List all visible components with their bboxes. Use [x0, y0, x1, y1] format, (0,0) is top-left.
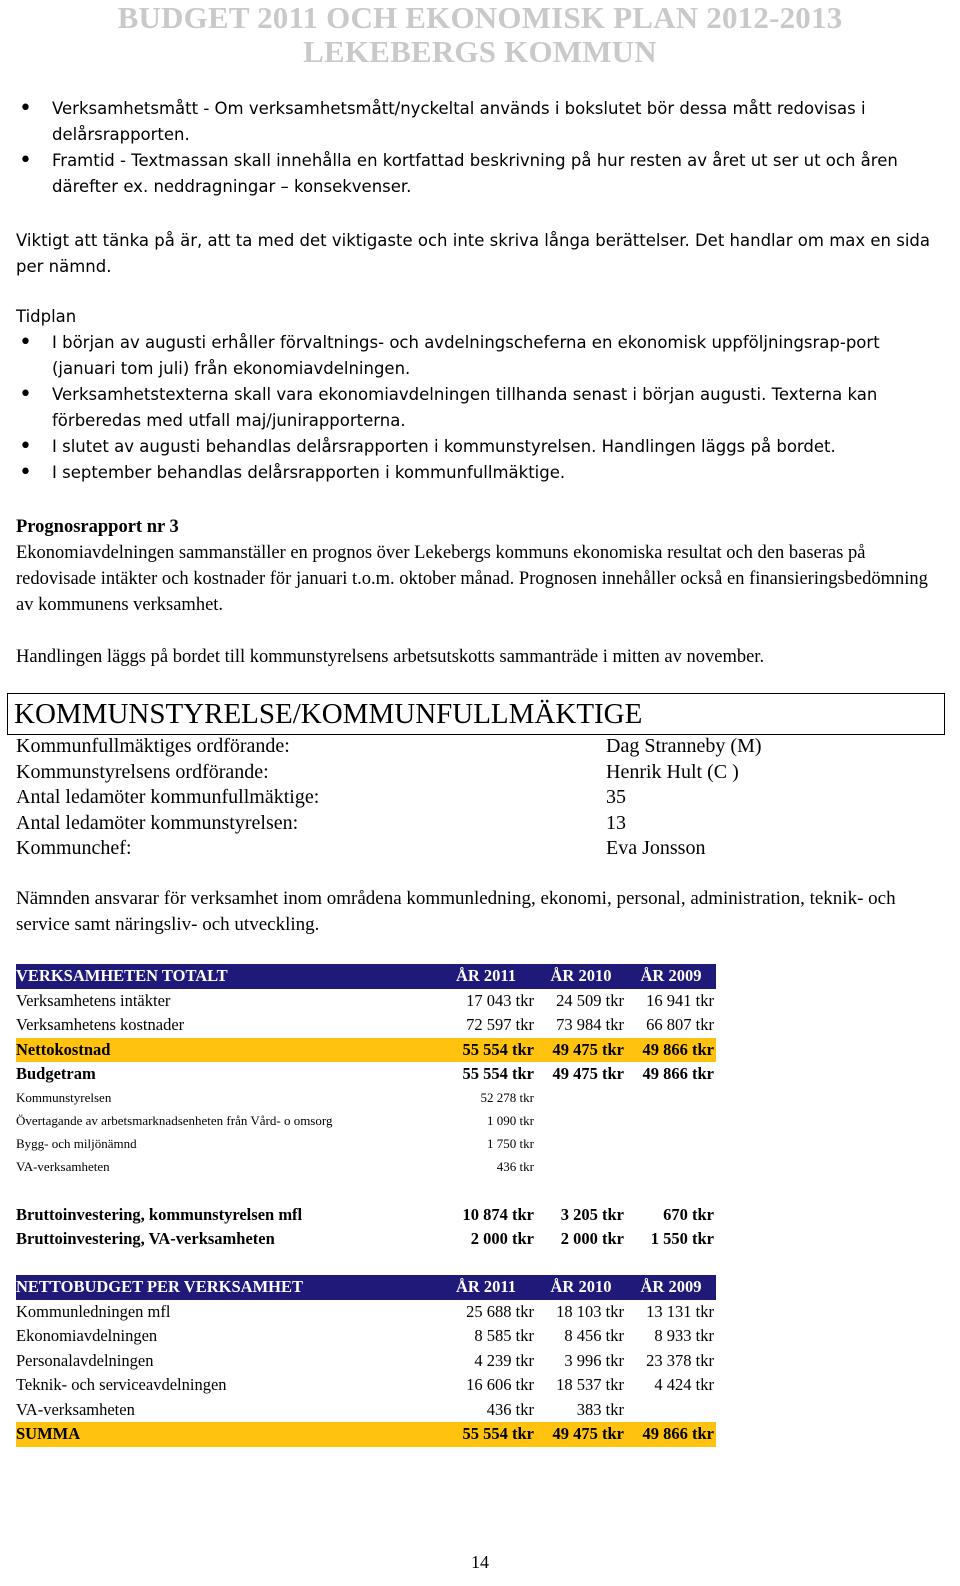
row-value: 17 043 tkr: [466, 990, 534, 1010]
table-row-summa: [16, 1422, 716, 1447]
page-header-title: BUDGET 2011 OCH EKONOMISK PLAN 2012-2013: [117, 0, 843, 35]
table-header-row: [16, 964, 716, 989]
row-label: Kommunledningen mfl: [16, 1301, 171, 1321]
row-value: 49 866 tkr: [626, 1422, 716, 1447]
row-value: 3 205 tkr: [560, 1204, 624, 1224]
prognos-handling: Handlingen läggs på bordet till kommunstyrelsens arbetsutskotts sammanträde i mitten av november.: [16, 647, 765, 667]
row-value: 18 537 tkr: [556, 1375, 624, 1395]
row-value: 2 000 tkr: [560, 1229, 624, 1249]
table-row: [16, 1110, 716, 1133]
row-label: Personalavdelningen: [16, 1350, 154, 1370]
table-row: [16, 1324, 716, 1349]
table-row: [16, 1013, 716, 1038]
row-label: VA-verksamheten: [16, 1159, 110, 1174]
row-value: 49 866 tkr: [642, 1064, 714, 1084]
row-value: 16 941 tkr: [646, 990, 714, 1010]
row-value: 8 456 tkr: [564, 1326, 624, 1346]
row-value: 1 750 tkr: [487, 1136, 534, 1151]
row-label: Bruttoinvestering, VA-verksamheten: [16, 1229, 275, 1249]
tidplan-item: • I början av augusti erhåller förvaltnings- och avdelningscheferna en ekonomisk uppföljningsrap-port (januari tom juli) från ekonomiavdelningen.: [16, 330, 928, 382]
row-value: 1 550 tkr: [650, 1229, 714, 1249]
row-value: 4 239 tkr: [474, 1350, 534, 1370]
bullet-item: • Verksamhetsmått - Om verksamhetsmått/nyckeltal används i bokslutet bör dessa mått redovisas i delårsrapporten.: [16, 96, 928, 148]
section-title: KOMMUNSTYRELSE/KOMMUNFULLMÄKTIGE: [7, 693, 945, 735]
row-value: 23 378 tkr: [646, 1350, 714, 1370]
table-row: [16, 1062, 716, 1087]
table-header-cell: NETTOBUDGET PER VERKSAMHET: [16, 1275, 436, 1300]
row-value: 13 131 tkr: [646, 1301, 714, 1321]
table-header-cell: ÅR 2009: [626, 964, 716, 989]
row-value: 1 090 tkr: [487, 1113, 534, 1128]
fact-value: 35: [606, 786, 626, 808]
fact-value: Dag Stranneby (M): [606, 735, 762, 757]
table-row: [16, 1373, 716, 1398]
table-header-cell: ÅR 2011: [436, 1275, 536, 1300]
table-header-cell: ÅR 2010: [536, 964, 626, 989]
row-value: 25 688 tkr: [466, 1301, 534, 1321]
row-value: 383 tkr: [576, 1399, 624, 1419]
prognos-paragraph: Ekonomiavdelningen sammanställer en prognos över Lekebergs kommuns ekonomiska resultat och den baseras på redovisade intäkter och kostnader för januari t.o.m. oktober månad. Prognosen innehåller också en finansieringsbedömning av kommunens verksamhet.: [16, 543, 928, 615]
table-nettobudget: [16, 1275, 716, 1447]
tidplan-item: • Verksamhetstexterna skall vara ekonomiavdelningen tillhanda senast i början augusti. Texterna kan förberedas med utfall maj/junirapporterna.: [16, 382, 928, 434]
table-header-row: [16, 1275, 716, 1300]
facts-list: [16, 734, 906, 862]
page-header-subtitle: LEKEBERGS KOMMUN: [303, 34, 657, 69]
table-header-cell: VERKSAMHETEN TOTALT: [16, 964, 436, 989]
table-row: [16, 1133, 716, 1156]
row-value: 49 866 tkr: [626, 1038, 716, 1063]
bullets-top: [16, 96, 928, 200]
row-value: 49 475 tkr: [552, 1064, 624, 1084]
row-label: VA-verksamheten: [16, 1399, 135, 1419]
tidplan-list: [16, 330, 928, 486]
section-description: Nämnden ansvarar för verksamhet inom områdena kommunledning, ekonomi, personal, administration, teknik- och service samt näringsliv- och utveckling.: [16, 888, 896, 935]
table-verksamheten-totalt: [16, 964, 716, 1252]
table-row: [16, 1398, 716, 1423]
row-value: 4 424 tkr: [654, 1375, 714, 1395]
row-value: 72 597 tkr: [466, 1015, 534, 1035]
fact-label: Kommunchef:: [16, 837, 132, 859]
table-row: [16, 1227, 716, 1252]
fact-value: Henrik Hult (C ): [606, 760, 739, 783]
table-row-highlight: [16, 1038, 716, 1063]
row-value: 16 606 tkr: [466, 1375, 534, 1395]
row-value: 3 996 tkr: [564, 1350, 624, 1370]
fact-label: Antal ledamöter kommunstyrelsen:: [16, 811, 299, 834]
tidplan-title: Tidplan: [16, 307, 77, 326]
row-value: 52 278 tkr: [480, 1090, 534, 1105]
prognos-title: Prognosrapport nr 3: [16, 517, 179, 537]
fact-label: Kommunfullmäktiges ordförande:: [16, 735, 290, 757]
row-value: 436 tkr: [486, 1399, 534, 1419]
row-label: Kommunstyrelsen: [16, 1090, 112, 1105]
row-label: Bruttoinvestering, kommunstyrelsen mfl: [16, 1204, 303, 1224]
row-label: Bygg- och miljönämnd: [16, 1136, 137, 1151]
row-value: 24 509 tkr: [556, 990, 624, 1010]
row-label: Ekonomiavdelningen: [16, 1326, 158, 1346]
table-row: [16, 1156, 716, 1179]
table-header-cell: ÅR 2011: [436, 964, 536, 989]
row-label: Nettokostnad: [16, 1038, 436, 1063]
row-value: 73 984 tkr: [556, 1015, 624, 1035]
table-header-cell: ÅR 2009: [626, 1275, 716, 1300]
table-row: [16, 989, 716, 1014]
tidplan-item: • I slutet av augusti behandlas delårsrapporten i kommunstyrelsen. Handlingen läggs på bordet.: [16, 434, 928, 460]
row-value: 8 585 tkr: [474, 1326, 534, 1346]
row-value: 55 554 tkr: [436, 1422, 536, 1447]
table-row: [16, 1300, 716, 1325]
row-value: 55 554 tkr: [436, 1038, 536, 1063]
fact-label: Antal ledamöter kommunfullmäktige:: [16, 786, 320, 808]
row-value: 8 933 tkr: [654, 1326, 714, 1346]
fact-label: Kommunstyrelsens ordförande:: [16, 760, 269, 783]
row-value: 10 874 tkr: [462, 1204, 534, 1224]
tidplan-item: • I september behandlas delårsrapporten i kommunfullmäktige.: [16, 460, 928, 486]
row-value: 55 554 tkr: [462, 1064, 534, 1084]
row-value: 670 tkr: [663, 1204, 714, 1224]
table-header-cell: ÅR 2010: [536, 1275, 626, 1300]
fact-value: Eva Jonsson: [606, 837, 706, 859]
row-value: 436 tkr: [496, 1159, 534, 1174]
row-value: 49 475 tkr: [536, 1422, 626, 1447]
row-value: 18 103 tkr: [556, 1301, 624, 1321]
row-value: 49 475 tkr: [536, 1038, 626, 1063]
row-label: Övertagande av arbetsmarknadsenheten från Vård- o omsorg: [16, 1113, 333, 1128]
row-label: Teknik- och serviceavdelningen: [16, 1375, 227, 1395]
table-row: [16, 1349, 716, 1374]
table-row: [16, 1087, 716, 1110]
fact-value: 13: [606, 811, 626, 834]
row-label: Verksamhetens kostnader: [16, 1015, 185, 1035]
row-value: 66 807 tkr: [646, 1015, 714, 1035]
table-row: [16, 1203, 716, 1228]
note-paragraph: Viktigt att tänka på är, att ta med det viktigaste och inte skriva långa berättelser. Det handlar om max en sida per nämnd.: [16, 231, 931, 276]
row-label: Verksamhetens intäkter: [16, 990, 171, 1010]
row-label: SUMMA: [16, 1422, 436, 1447]
row-value: 2 000 tkr: [470, 1229, 534, 1249]
row-label: Budgetram: [16, 1064, 96, 1084]
bullet-item: • Framtid - Textmassan skall innehålla en kortfattad beskrivning på hur resten av året ut ser ut och åren därefter ex. neddragningar – konsekvenser.: [16, 148, 928, 200]
page-number: 14: [471, 1552, 489, 1572]
